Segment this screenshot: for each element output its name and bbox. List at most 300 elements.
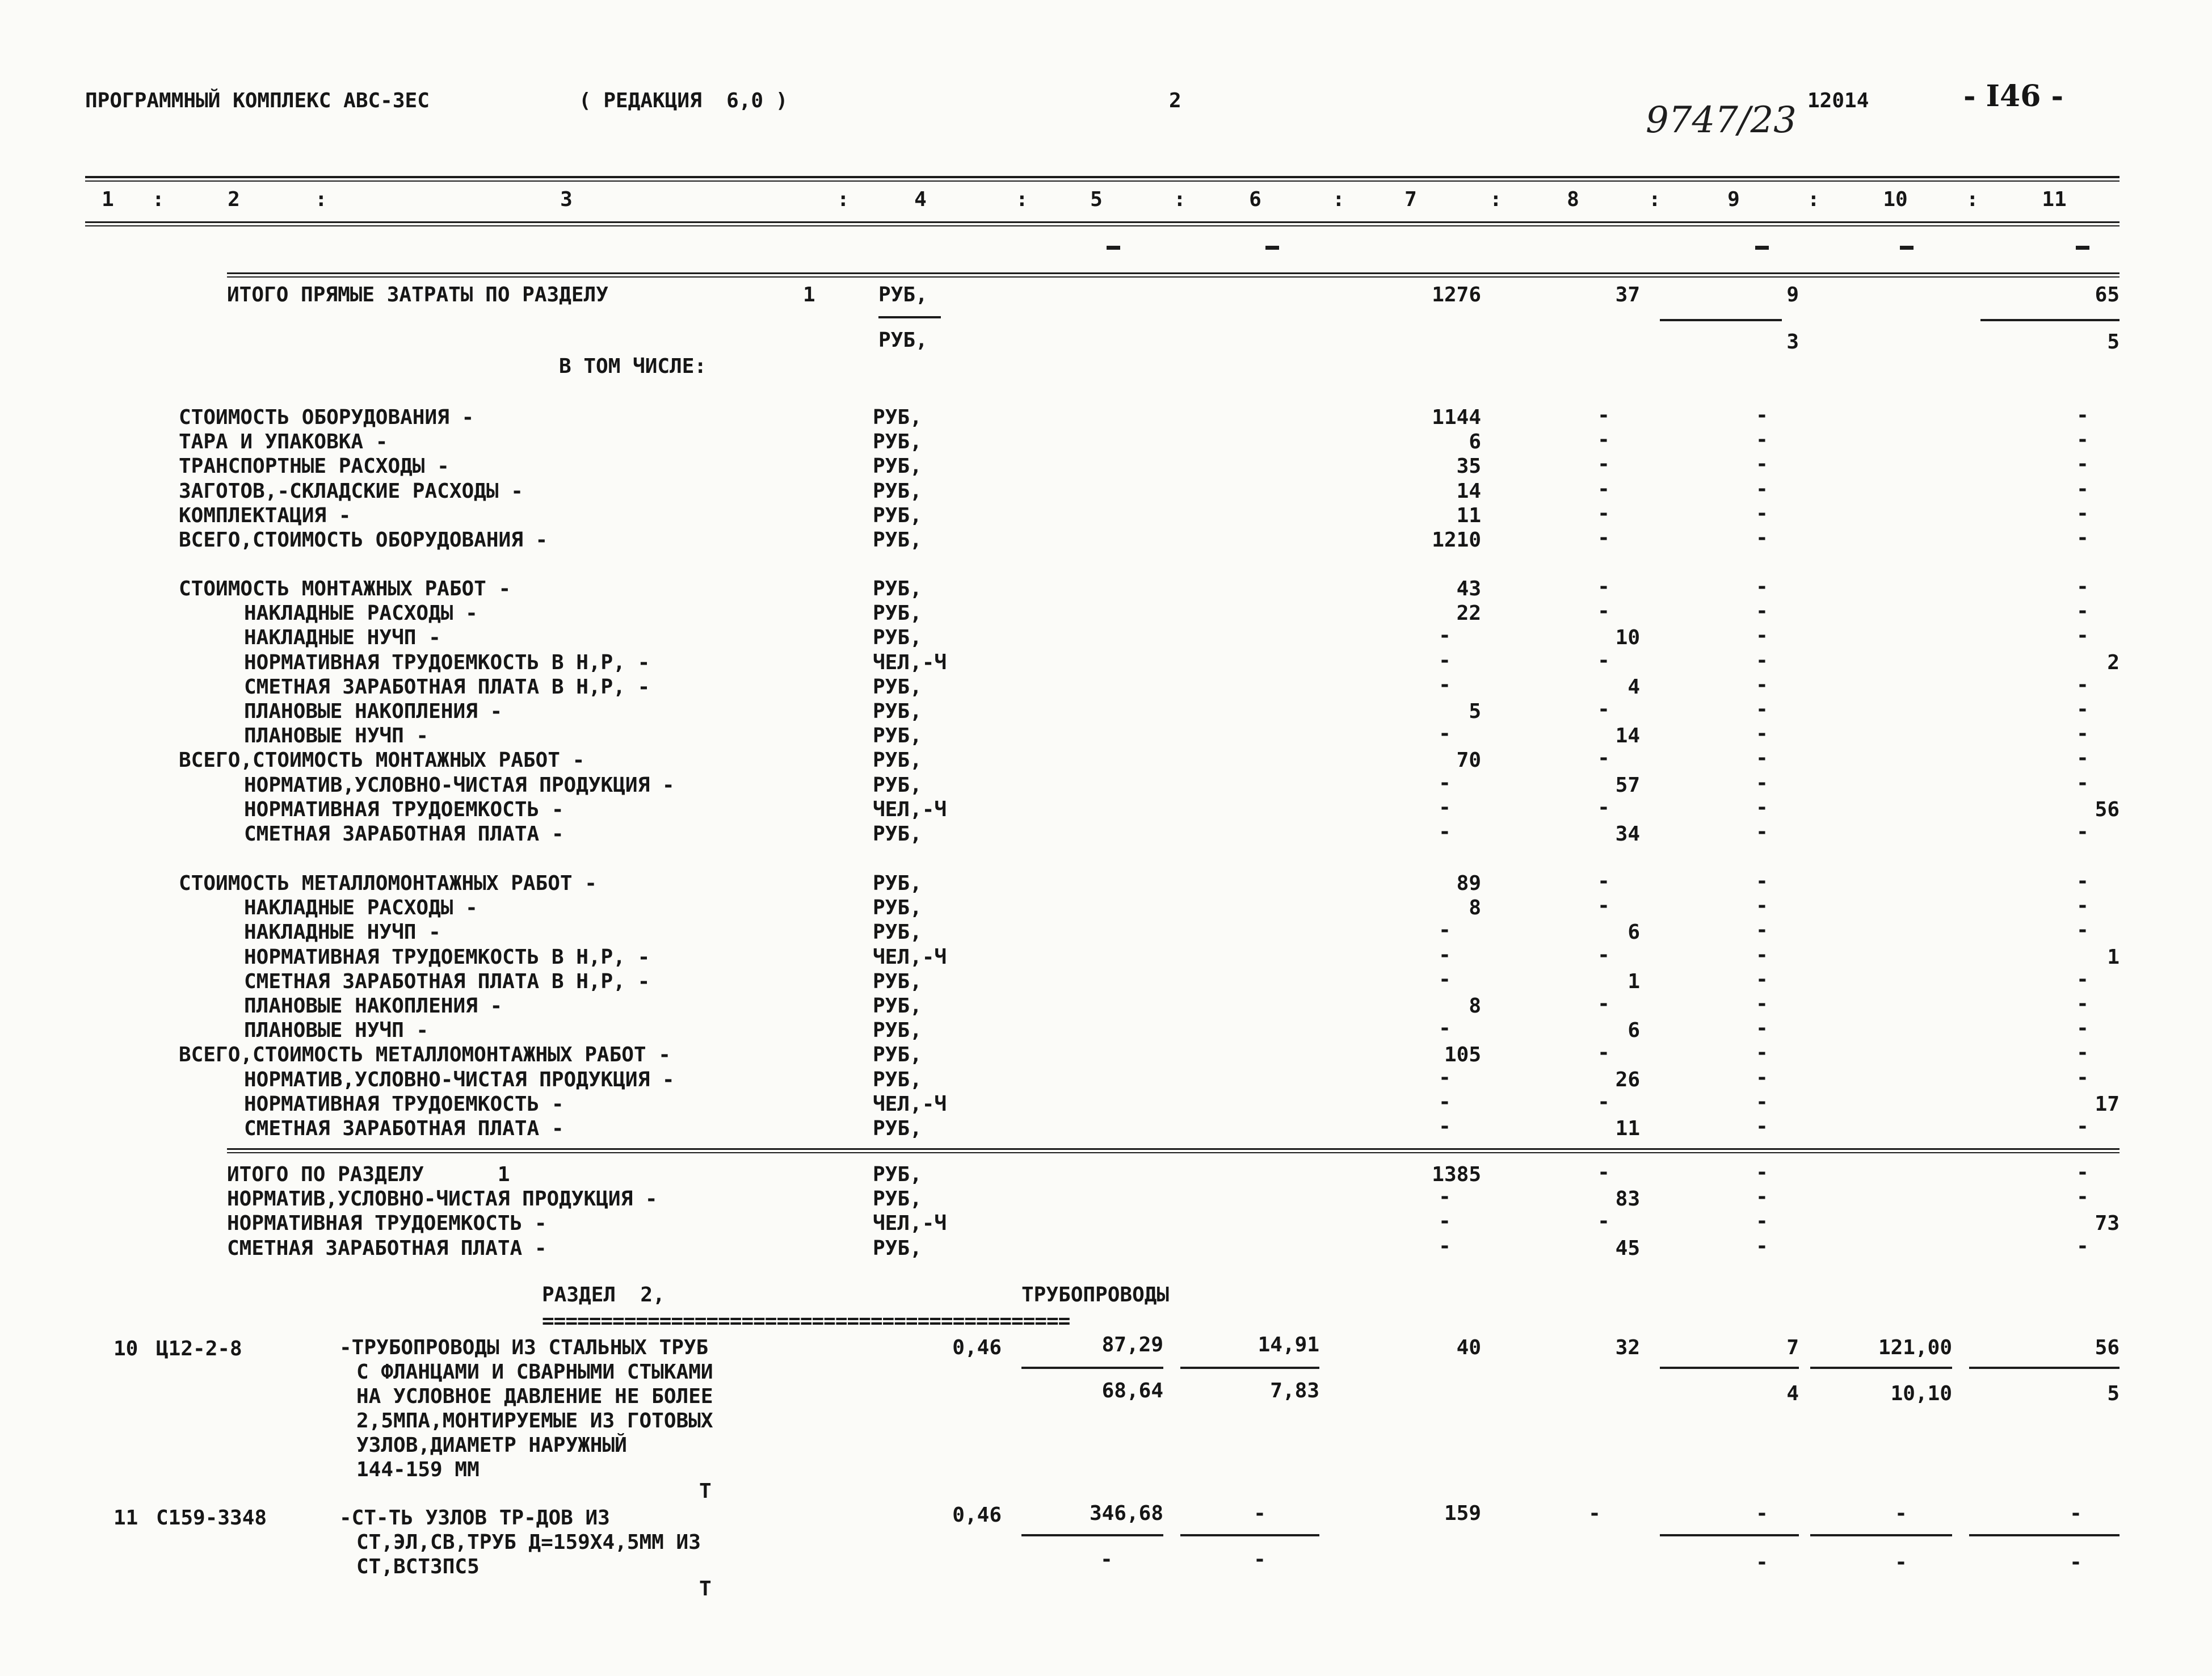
- row-unit: РУБ,: [873, 970, 922, 993]
- row-label: НОРМАТИВНАЯ ТРУДОЕМКОСТЬ В Н,Р, -: [244, 651, 650, 674]
- column-separator: :: [1966, 188, 1979, 211]
- edition: ( РЕДАКЦИЯ 6,0 ): [579, 89, 788, 112]
- fraction-line: [1980, 319, 2120, 321]
- row-unit: РУБ,: [873, 1019, 922, 1042]
- row-c9-dash: -: [1756, 698, 1768, 721]
- row-label: НОРМАТИВ,УСЛОВНО-ЧИСТАЯ ПРОДУКЦИЯ -: [244, 774, 675, 797]
- row-c7: 1210: [1432, 528, 1481, 552]
- item-c6: -: [1254, 1502, 1266, 1525]
- row-unit: ЧЕЛ,-Ч: [873, 798, 947, 821]
- row-c8-dash: -: [1597, 992, 1610, 1015]
- header-top-rule-thin: [85, 180, 2120, 182]
- row-c9-dash: -: [1756, 1209, 1768, 1233]
- row-c8: 11: [1615, 1117, 1640, 1140]
- row-unit: РУБ,: [873, 528, 922, 552]
- row-c9-dash: -: [1756, 649, 1768, 672]
- row-c11-dash: -: [2076, 698, 2089, 721]
- row-label: НАКЛАДНЫЕ РАСХОДЫ -: [244, 896, 478, 919]
- row-label: ВСЕГО,СТОИМОСТЬ МЕТАЛЛОМОНТАЖНЫХ РАБОТ -: [179, 1043, 671, 1066]
- column-separator: :: [1016, 188, 1028, 211]
- total-direct-c11b: 5: [2107, 330, 2120, 354]
- row-c8: 45: [1615, 1237, 1640, 1260]
- row-c7-dash: -: [1439, 673, 1451, 696]
- row-c7: 70: [1456, 749, 1481, 772]
- row-unit: РУБ,: [873, 774, 922, 797]
- fraction-line: [1810, 1367, 1952, 1369]
- row-label: СМЕТНАЯ ЗАРАБОТНАЯ ПЛАТА -: [244, 822, 564, 846]
- row-c8-dash: -: [1597, 1041, 1610, 1064]
- row-unit: РУБ,: [873, 921, 922, 944]
- row-c8-dash: -: [1597, 526, 1610, 549]
- section-total-rule-thin: [227, 1152, 2120, 1153]
- row-unit: РУБ,: [873, 994, 922, 1018]
- row-c8-dash: -: [1597, 894, 1610, 917]
- row-unit: РУБ,: [873, 455, 922, 478]
- row-c9-dash: -: [1756, 869, 1768, 893]
- header-top-rule: [85, 176, 2120, 178]
- row-label: ИТОГО ПО РАЗДЕЛУ 1: [227, 1163, 510, 1186]
- item-c6b: -: [1254, 1548, 1266, 1571]
- row-unit: ЧЕЛ,-Ч: [873, 946, 947, 969]
- column-9: 9: [1727, 188, 1740, 211]
- row-c8-dash: -: [1597, 599, 1610, 623]
- row-c11-dash: -: [2076, 575, 2089, 598]
- row-c11-dash: -: [2076, 968, 2089, 991]
- row-c9-dash: -: [1756, 722, 1768, 745]
- row-c9-dash: -: [1756, 404, 1768, 427]
- row-c9-dash: -: [1756, 943, 1768, 967]
- column-separator: :: [1807, 188, 1820, 211]
- row-c11: 2: [2107, 651, 2120, 674]
- row-c7: 1385: [1432, 1163, 1481, 1186]
- row-c7: 8: [1469, 896, 1481, 919]
- column-3: 3: [560, 188, 573, 211]
- fraction-line: [878, 316, 941, 318]
- row-c8-dash: -: [1597, 869, 1610, 893]
- row-c7-dash: -: [1439, 796, 1451, 819]
- section2-underline: =============================================: [542, 1309, 1070, 1333]
- carry-dash: [1755, 246, 1769, 250]
- item-c4: 0,46: [952, 1336, 1002, 1359]
- row-c7-dash: -: [1439, 771, 1451, 795]
- row-c9-dash: -: [1756, 1090, 1768, 1114]
- row-unit: РУБ,: [873, 1187, 922, 1211]
- row-c11-dash: -: [2076, 526, 2089, 549]
- row-c7: 8: [1469, 994, 1481, 1018]
- code-number: 12014: [1807, 89, 1869, 112]
- row-c7: 5: [1469, 700, 1481, 723]
- row-label: НОРМАТИВ,УСЛОВНО-ЧИСТАЯ ПРОДУКЦИЯ -: [227, 1187, 658, 1211]
- row-c8: 26: [1615, 1068, 1640, 1091]
- row-c7-dash: -: [1439, 1185, 1451, 1208]
- fraction-line: [1660, 319, 1782, 321]
- row-c9-dash: -: [1756, 1016, 1768, 1040]
- row-label: НОРМАТИВ,УСЛОВНО-ЧИСТАЯ ПРОДУКЦИЯ -: [244, 1068, 675, 1091]
- row-c8-dash: -: [1597, 1161, 1610, 1184]
- row-label: ТРАНСПОРТНЫЕ РАСХОДЫ -: [179, 455, 449, 478]
- column-2: 2: [228, 188, 240, 211]
- including-label: В ТОМ ЧИСЛЕ:: [559, 355, 707, 378]
- row-c7-dash: -: [1439, 1016, 1451, 1040]
- item-c11: 56: [2095, 1336, 2120, 1359]
- row-c8: 57: [1615, 774, 1640, 797]
- row-label: НОРМАТИВНАЯ ТРУДОЕМКОСТЬ -: [244, 1093, 564, 1116]
- item-number: 10: [113, 1337, 138, 1360]
- row-c11-dash: -: [2076, 1115, 2089, 1138]
- row-unit: РУБ,: [873, 724, 922, 747]
- section-total-rule: [227, 1148, 2120, 1150]
- row-c9-dash: -: [1756, 502, 1768, 525]
- column-6: 6: [1249, 188, 1261, 211]
- row-c11-dash: -: [2076, 746, 2089, 770]
- item-c5b: -: [1100, 1548, 1113, 1571]
- row-c9-dash: -: [1756, 599, 1768, 623]
- row-c11-dash: -: [2076, 918, 2089, 942]
- row-c11: 17: [2095, 1093, 2120, 1116]
- item-number: 11: [113, 1506, 138, 1530]
- item-c11b: -: [2070, 1551, 2082, 1574]
- row-label: ПЛАНОВЫЕ НАКОПЛЕНИЯ -: [244, 700, 503, 723]
- column-separator: :: [1490, 188, 1502, 211]
- row-c8-dash: -: [1597, 1090, 1610, 1114]
- row-c8-dash: -: [1597, 746, 1610, 770]
- row-unit: РУБ,: [873, 1043, 922, 1066]
- row-c11-dash: -: [2076, 722, 2089, 745]
- item-c5: 87,29: [1101, 1333, 1163, 1356]
- row-unit: ЧЕЛ,-Ч: [873, 1212, 947, 1235]
- handwritten-number: 9747/23: [1646, 99, 1797, 141]
- row-unit: РУБ,: [873, 675, 922, 699]
- row-label: СТОИМОСТЬ МЕТАЛЛОМОНТАЖНЫХ РАБОТ -: [179, 872, 597, 895]
- total-direct-unit: РУБ,: [878, 283, 928, 306]
- row-c7-dash: -: [1439, 968, 1451, 991]
- row-c9-dash: -: [1756, 575, 1768, 598]
- fraction-line: [1969, 1534, 2120, 1536]
- row-unit: РУБ,: [873, 822, 922, 846]
- row-unit: РУБ,: [873, 602, 922, 625]
- row-c7: 1144: [1432, 406, 1481, 429]
- row-unit: РУБ,: [873, 577, 922, 600]
- item-c11: -: [2070, 1502, 2082, 1525]
- row-c8-dash: -: [1597, 477, 1610, 501]
- row-c9-dash: -: [1756, 673, 1768, 696]
- row-c8: 14: [1615, 724, 1640, 747]
- row-c8-dash: -: [1597, 452, 1610, 476]
- row-c9-dash: -: [1756, 624, 1768, 647]
- row-c9-dash: -: [1756, 894, 1768, 917]
- row-c11-dash: -: [2076, 1161, 2089, 1184]
- row-c9-dash: -: [1756, 771, 1768, 795]
- row-unit: РУБ,: [873, 1237, 922, 1260]
- row-c7-dash: -: [1439, 1066, 1451, 1089]
- row-c8-dash: -: [1597, 943, 1610, 967]
- row-c9-dash: -: [1756, 526, 1768, 549]
- column-separator: :: [315, 188, 327, 211]
- item-c10: 121,00: [1878, 1336, 1952, 1359]
- row-c11: 1: [2107, 946, 2120, 969]
- row-c11-dash: -: [2076, 452, 2089, 476]
- row-label: ПЛАНОВЫЕ НУЧП -: [244, 724, 429, 747]
- row-c9-dash: -: [1756, 918, 1768, 942]
- row-c11-dash: -: [2076, 624, 2089, 647]
- row-c7-dash: -: [1439, 649, 1451, 672]
- item-desc-line: СТ,ЭЛ,СВ,ТРУБ Д=159Х4,5ММ ИЗ: [356, 1531, 701, 1554]
- row-unit: РУБ,: [873, 1068, 922, 1091]
- row-label: СМЕТНАЯ ЗАРАБОТНАЯ ПЛАТА -: [227, 1237, 547, 1260]
- carry-dash: [1900, 246, 1914, 250]
- item-c6: 14,91: [1258, 1333, 1319, 1356]
- row-c7-dash: -: [1439, 1209, 1451, 1233]
- row-c8-dash: -: [1597, 1209, 1610, 1233]
- row-label: ВСЕГО,СТОИМОСТЬ ОБОРУДОВАНИЯ -: [179, 528, 548, 552]
- row-c11-dash: -: [2076, 502, 2089, 525]
- item-c10: -: [1895, 1502, 1907, 1525]
- row-c8-dash: -: [1597, 698, 1610, 721]
- row-c11-dash: -: [2076, 992, 2089, 1015]
- row-unit: РУБ,: [873, 1163, 922, 1186]
- row-c7: 11: [1456, 504, 1481, 527]
- row-unit: ЧЕЛ,-Ч: [873, 651, 947, 674]
- row-c7-dash: -: [1439, 820, 1451, 843]
- row-c11-dash: -: [2076, 1234, 2089, 1258]
- item-desc-line: 144-159 ММ: [356, 1458, 480, 1481]
- row-c9-dash: -: [1756, 820, 1768, 843]
- row-label: НОРМАТИВНАЯ ТРУДОЕМКОСТЬ В Н,Р, -: [244, 946, 650, 969]
- row-label: СМЕТНАЯ ЗАРАБОТНАЯ ПЛАТА В Н,Р, -: [244, 970, 650, 993]
- column-10: 10: [1883, 188, 1908, 211]
- total-direct-c11: 65: [2095, 283, 2120, 306]
- header-bottom-rule: [85, 221, 2120, 223]
- row-c8-dash: -: [1597, 404, 1610, 427]
- item-c10b: 10,10: [1890, 1382, 1952, 1405]
- row-c9-dash: -: [1756, 1161, 1768, 1184]
- row-label: СМЕТНАЯ ЗАРАБОТНАЯ ПЛАТА -: [244, 1117, 564, 1140]
- total-direct-c8: 37: [1615, 283, 1640, 306]
- item-desc-line: УЗЛОВ,ДИАМЕТР НАРУЖНЫЙ: [356, 1434, 627, 1457]
- item-desc-line: -СТ-ТЬ УЗЛОВ ТР-ДОВ ИЗ: [339, 1506, 610, 1530]
- header-bottom-rule-thin: [85, 225, 2120, 226]
- row-c11-dash: -: [2076, 599, 2089, 623]
- row-c8: 10: [1615, 626, 1640, 649]
- item-c10b: -: [1895, 1551, 1907, 1574]
- fraction-line: [1180, 1367, 1319, 1369]
- row-c7-dash: -: [1439, 1115, 1451, 1138]
- item-c9b: -: [1756, 1551, 1768, 1574]
- row-unit: РУБ,: [873, 872, 922, 895]
- section2-title: ТРУБОПРОВОДЫ: [1021, 1283, 1170, 1307]
- row-c7-dash: -: [1439, 943, 1451, 967]
- row-unit: РУБ,: [873, 480, 922, 503]
- row-c9-dash: -: [1756, 968, 1768, 991]
- item-c9: 7: [1786, 1336, 1799, 1359]
- row-label: СТОИМОСТЬ ОБОРУДОВАНИЯ -: [179, 406, 474, 429]
- row-unit: РУБ,: [873, 700, 922, 723]
- row-c11-dash: -: [2076, 404, 2089, 427]
- row-unit: РУБ,: [873, 504, 922, 527]
- row-c7: 43: [1456, 577, 1481, 600]
- item-unit: Т: [699, 1480, 712, 1503]
- row-c11-dash: -: [2076, 1016, 2089, 1040]
- row-c7-dash: -: [1439, 1234, 1451, 1258]
- row-c9-dash: -: [1756, 796, 1768, 819]
- row-c11-dash: -: [2076, 1041, 2089, 1064]
- row-c7-dash: -: [1439, 722, 1451, 745]
- page-number: - I46 -: [1963, 79, 2064, 114]
- item-c11b: 5: [2107, 1382, 2120, 1405]
- row-c8: 1: [1628, 970, 1640, 993]
- item-c9b: 4: [1786, 1382, 1799, 1405]
- item-desc-line: НА УСЛОВНОЕ ДАВЛЕНИЕ НЕ БОЛЕЕ: [356, 1385, 713, 1408]
- column-4: 4: [914, 188, 927, 211]
- column-separator: :: [152, 188, 165, 211]
- row-c7: 14: [1456, 480, 1481, 503]
- item-unit: Т: [699, 1577, 712, 1601]
- row-c8-dash: -: [1597, 649, 1610, 672]
- row-c7: 89: [1456, 872, 1481, 895]
- carry-dash: [2076, 246, 2089, 250]
- row-c8: 34: [1615, 822, 1640, 846]
- item-c8: -: [1588, 1502, 1601, 1525]
- fraction-line: [1021, 1534, 1163, 1536]
- section2-label: РАЗДЕЛ 2,: [542, 1283, 665, 1307]
- column-5: 5: [1090, 188, 1103, 211]
- item-desc-line: -ТРУБОПРОВОДЫ ИЗ СТАЛЬНЫХ ТРУБ: [339, 1336, 709, 1359]
- row-c9-dash: -: [1756, 477, 1768, 501]
- item-c9: -: [1756, 1502, 1768, 1525]
- row-c8-dash: -: [1597, 796, 1610, 819]
- row-c8-dash: -: [1597, 502, 1610, 525]
- column-7: 7: [1404, 188, 1417, 211]
- total-direct-c7: 1276: [1432, 283, 1481, 306]
- total-direct-c9: 9: [1786, 283, 1799, 306]
- row-c9-dash: -: [1756, 1185, 1768, 1208]
- row-c11-dash: -: [2076, 1066, 2089, 1089]
- row-label: ВСЕГО,СТОИМОСТЬ МОНТАЖНЫХ РАБОТ -: [179, 749, 585, 772]
- row-unit: ЧЕЛ,-Ч: [873, 1093, 947, 1116]
- program-name: ПРОГРАММНЫЙ КОМПЛЕКС АВС-3ЕС: [85, 89, 430, 112]
- column-separator: :: [1174, 188, 1186, 211]
- row-c7: 22: [1456, 602, 1481, 625]
- row-unit: РУБ,: [873, 406, 922, 429]
- column-1: 1: [102, 188, 114, 211]
- fraction-line: [1660, 1534, 1799, 1536]
- row-c8: 4: [1628, 675, 1640, 699]
- fraction-line: [1810, 1534, 1952, 1536]
- row-c9-dash: -: [1756, 452, 1768, 476]
- item-c7: 159: [1444, 1502, 1481, 1525]
- row-c11-dash: -: [2076, 771, 2089, 795]
- item-c8: 32: [1615, 1336, 1640, 1359]
- item-desc-line: СТ,ВСТ3ПС5: [356, 1555, 480, 1578]
- row-label: ПЛАНОВЫЕ НАКОПЛЕНИЯ -: [244, 994, 503, 1018]
- row-c8-dash: -: [1597, 575, 1610, 598]
- row-label: НОРМАТИВНАЯ ТРУДОЕМКОСТЬ -: [227, 1212, 547, 1235]
- fraction-line: [1660, 1367, 1799, 1369]
- total-direct-c9b: 3: [1786, 330, 1799, 354]
- row-c8-dash: -: [1597, 428, 1610, 451]
- row-c9-dash: -: [1756, 1066, 1768, 1089]
- row-c7: 6: [1469, 430, 1481, 453]
- row-unit: РУБ,: [873, 1117, 922, 1140]
- row-c11-dash: -: [2076, 428, 2089, 451]
- item-c7: 40: [1456, 1336, 1481, 1359]
- row-unit: РУБ,: [873, 430, 922, 453]
- total-direct-label: ИТОГО ПРЯМЫЕ ЗАТРАТЫ ПО РАЗДЕЛУ: [227, 283, 608, 306]
- item-c6b: 7,83: [1270, 1379, 1319, 1402]
- row-c7-dash: -: [1439, 1090, 1451, 1114]
- row-c7-dash: -: [1439, 918, 1451, 942]
- item-desc-line: С ФЛАНЦАМИ И СВАРНЫМИ СТЫКАМИ: [356, 1360, 713, 1384]
- row-unit: РУБ,: [873, 896, 922, 919]
- row-label: ТАРА И УПАКОВКА -: [179, 430, 388, 453]
- row-c9-dash: -: [1756, 1041, 1768, 1064]
- row-unit: РУБ,: [873, 749, 922, 772]
- row-c11-dash: -: [2076, 477, 2089, 501]
- row-c9-dash: -: [1756, 1115, 1768, 1138]
- row-c11-dash: -: [2076, 869, 2089, 893]
- row-c7-dash: -: [1439, 624, 1451, 647]
- column-separator: :: [1649, 188, 1661, 211]
- column-8: 8: [1567, 188, 1579, 211]
- row-c11-dash: -: [2076, 673, 2089, 696]
- item-code: Ц12-2-8: [156, 1337, 242, 1360]
- row-label: КОМПЛЕКТАЦИЯ -: [179, 504, 351, 527]
- column-separator: :: [837, 188, 850, 211]
- column-separator: :: [1332, 188, 1345, 211]
- row-c9-dash: -: [1756, 746, 1768, 770]
- row-c11-dash: -: [2076, 820, 2089, 843]
- item-c5: 346,68: [1089, 1502, 1163, 1525]
- total-direct-section: 1: [803, 283, 815, 306]
- row-c7: 105: [1444, 1043, 1481, 1066]
- row-label: ЗАГОТОВ,-СКЛАДСКИЕ РАСХОДЫ -: [179, 480, 523, 503]
- carry-dash: [1107, 246, 1120, 250]
- item-code: С159-3348: [156, 1506, 267, 1530]
- row-c8: 6: [1628, 921, 1640, 944]
- total-top-rule: [227, 272, 2120, 274]
- total-direct-unit-2: РУБ,: [878, 329, 928, 352]
- row-label: НОРМАТИВНАЯ ТРУДОЕМКОСТЬ -: [244, 798, 564, 821]
- row-c11-dash: -: [2076, 1185, 2089, 1208]
- fraction-line: [1969, 1367, 2120, 1369]
- row-c9-dash: -: [1756, 428, 1768, 451]
- fraction-line: [1021, 1367, 1163, 1369]
- row-label: НАКЛАДНЫЕ НУЧП -: [244, 921, 441, 944]
- column-11: 11: [2042, 188, 2067, 211]
- row-label: СМЕТНАЯ ЗАРАБОТНАЯ ПЛАТА В Н,Р, -: [244, 675, 650, 699]
- row-c11: 56: [2095, 798, 2120, 821]
- row-c9-dash: -: [1756, 1234, 1768, 1258]
- item-c4: 0,46: [952, 1503, 1002, 1527]
- row-c8: 6: [1628, 1019, 1640, 1042]
- row-c8: 83: [1615, 1187, 1640, 1211]
- row-label: НАКЛАДНЫЕ НУЧП -: [244, 626, 441, 649]
- sheet-number: 2: [1169, 89, 1181, 112]
- row-label: НАКЛАДНЫЕ РАСХОДЫ -: [244, 602, 478, 625]
- fraction-line: [1180, 1534, 1319, 1536]
- item-desc-line: 2,5МПА,МОНТИРУЕМЫЕ ИЗ ГОТОВЫХ: [356, 1409, 713, 1433]
- row-c11-dash: -: [2076, 894, 2089, 917]
- row-label: ПЛАНОВЫЕ НУЧП -: [244, 1019, 429, 1042]
- item-c5b: 68,64: [1101, 1379, 1163, 1402]
- row-unit: РУБ,: [873, 626, 922, 649]
- row-c9-dash: -: [1756, 992, 1768, 1015]
- row-c11: 73: [2095, 1212, 2120, 1235]
- carry-dash: [1265, 246, 1279, 250]
- total-top-rule-thin: [227, 276, 2120, 278]
- row-label: СТОИМОСТЬ МОНТАЖНЫХ РАБОТ -: [179, 577, 511, 600]
- row-c7: 35: [1456, 455, 1481, 478]
